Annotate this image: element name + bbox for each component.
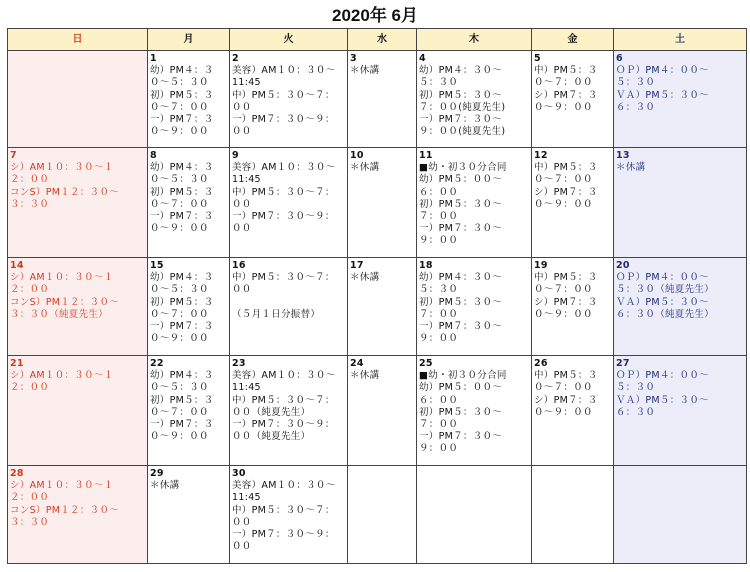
day-cell [614, 148, 747, 258]
day-number: 9 [232, 150, 239, 161]
day-schedule-text: 中）PM５：３ ０～７：００ シ）PM７：３ ０～９：００ [534, 162, 598, 210]
day-cell [230, 356, 348, 466]
weekday-header-thursday: 木 [417, 29, 532, 51]
day-number: 14 [10, 260, 24, 271]
day-number: 3 [350, 53, 357, 64]
day-schedule-text: ＊休講 [616, 162, 646, 174]
day-cell [348, 466, 417, 564]
day-cell [8, 51, 148, 148]
day-schedule-text: ＯＰ）PM４：００～ ５：３０ ＶＡ）PM５：３０～ ６：３０ [616, 65, 709, 113]
day-number: 25 [419, 358, 433, 369]
weekday-header-tuesday: 火 [230, 29, 348, 51]
day-cell [532, 51, 614, 148]
day-number: 30 [232, 468, 246, 479]
day-schedule-text: シ）AM１０：３０～１ ２：００ コンS）PM１２：３０～ ３：３０（純夏先生） [10, 272, 120, 320]
day-cell [148, 51, 230, 148]
day-number: 15 [150, 260, 164, 271]
day-cell [417, 51, 532, 148]
day-cell [148, 258, 230, 356]
day-number: 24 [350, 358, 364, 369]
day-number: 19 [534, 260, 548, 271]
day-schedule-text: 幼）PM４：３ ０～５：３０ 初）PM５：３ ０～７：００ 一）PM７：３ ０～９：００ [150, 65, 214, 138]
day-cell [348, 51, 417, 148]
day-schedule-text: ＯＰ）PM４：００～ ５：３０（純夏先生） ＶＡ）PM５：３０～ ６：３０（純夏先生） [616, 272, 715, 320]
day-number: 22 [150, 358, 164, 369]
day-number: 18 [419, 260, 433, 271]
day-cell [614, 466, 747, 564]
day-number: 16 [232, 260, 246, 271]
day-schedule-text: ＊休講 [350, 272, 380, 284]
day-schedule-text: ＊休講 [350, 370, 380, 382]
day-schedule-text: 幼）PM４：３ ０～５：３０ 初）PM５：３ ０～７：００ 一）PM７：３ ０～９：００ [150, 272, 214, 345]
day-schedule-text: 美容）AM１０：３０～ 11:45 中）PM５：３０～７： ００ 一）PM７：３０～９： ００ [232, 480, 336, 553]
weekday-header-friday: 金 [532, 29, 614, 51]
day-cell [417, 356, 532, 466]
day-number: 13 [616, 150, 630, 161]
calendar-title: 2020年 6月 [332, 6, 418, 25]
day-cell [614, 258, 747, 356]
day-cell [417, 258, 532, 356]
day-number: 23 [232, 358, 246, 369]
weekday-header-sunday: 日 [8, 29, 148, 51]
day-number: 1 [150, 53, 157, 64]
day-number: 28 [10, 468, 24, 479]
day-number: 10 [350, 150, 364, 161]
day-cell [230, 258, 348, 356]
weekday-header-saturday: 土 [614, 29, 747, 51]
day-cell [532, 148, 614, 258]
day-cell [8, 258, 148, 356]
day-cell [230, 466, 348, 564]
day-schedule-text: 美容）AM１０：３０～ 11:45 中）PM５：３０～７： ００ 一）PM７：３０～９： ００ [232, 162, 336, 235]
day-cell [148, 466, 230, 564]
day-schedule-text: シ）AM１０：３０～１ ２：００ コンS）PM１２：３０～ ３：３０ [10, 480, 120, 528]
day-schedule-text: ■幼・初３０分合同 幼）PM５：００～ ６：００ 初）PM５：３０～ ７：００ 一）PM７：３０～ ９：００ [419, 162, 507, 247]
day-schedule-text: 中）PM５：３ ０～７：００ シ）PM７：３ ０～９：００ [534, 272, 598, 320]
day-schedule-text: 美容）AM１０：３０～ 11:45 中）PM５：３０～７： ００（純夏先生） 一）PM７：３０～９： ００（純夏先生） [232, 370, 336, 443]
day-number: 11 [419, 150, 433, 161]
day-cell [8, 356, 148, 466]
day-cell [230, 148, 348, 258]
day-number: 29 [150, 468, 164, 479]
day-cell [348, 258, 417, 356]
day-cell [8, 148, 148, 258]
day-cell [348, 148, 417, 258]
weekday-header-monday: 月 [148, 29, 230, 51]
day-schedule-text: ＊休講 [150, 480, 180, 492]
day-schedule-text: ＯＰ）PM４：００～ ５：３０ ＶＡ）PM５：３０～ ６：３０ [616, 370, 709, 418]
calendar-grid [7, 28, 747, 564]
day-number: 5 [534, 53, 541, 64]
day-number: 2 [232, 53, 239, 64]
day-schedule-text: 幼）PM４：３ ０～５：３０ 初）PM５：３ ０～７：００ 一）PM７：３ ０～９：００ [150, 162, 214, 235]
weekday-header-wednesday: 水 [348, 29, 417, 51]
day-number: 4 [419, 53, 426, 64]
day-schedule-text: ■幼・初３０分合同 幼）PM５：００～ ６：００ 初）PM５：３０～ ７：００ 一）PM７：３０～ ９：００ [419, 370, 507, 455]
day-number: 27 [616, 358, 630, 369]
day-number: 20 [616, 260, 630, 271]
day-cell [614, 356, 747, 466]
day-number: 26 [534, 358, 548, 369]
day-cell [532, 356, 614, 466]
day-number: 7 [10, 150, 17, 161]
day-number: 8 [150, 150, 157, 161]
day-cell [532, 258, 614, 356]
day-schedule-text: 中）PM５：３ ０～７：００ シ）PM７：３ ０～９：００ [534, 65, 598, 113]
day-cell [614, 51, 747, 148]
day-number: 6 [616, 53, 623, 64]
day-cell [532, 466, 614, 564]
day-schedule-text: 中）PM５：３ ０～７：００ シ）PM７：３ ０～９：００ [534, 370, 598, 418]
day-number: 12 [534, 150, 548, 161]
day-number: 21 [10, 358, 24, 369]
day-schedule-text: 幼）PM４：３０～ ５：３０ 初）PM５：３０～ ７：００(純夏先生) 一）PM７：３０～ ９：００(純夏先生) [419, 65, 506, 138]
day-schedule-text: シ）AM１０：３０～１ ２：００ [10, 370, 114, 394]
day-cell [8, 466, 148, 564]
day-cell [148, 356, 230, 466]
day-cell [417, 466, 532, 564]
day-schedule-text: ＊休講 [350, 65, 380, 77]
day-cell [230, 51, 348, 148]
day-schedule-text: シ）AM１０：３０～１ ２：００ コンS）PM１２：３０～ ３：３０ [10, 162, 120, 210]
day-schedule-text: 美容）AM１０：３０～ 11:45 中）PM５：３０～７： ００ 一）PM７：３０～９： ００ [232, 65, 336, 138]
day-schedule-text: ＊休講 [350, 162, 380, 174]
day-schedule-text: 中）PM５：３０～７： ００ （５月１日分振替） [232, 272, 335, 320]
day-schedule-text: 幼）PM４：３０～ ５：３０ 初）PM５：３０～ ７：００ 一）PM７：３０～ ９：００ [419, 272, 503, 345]
day-cell [148, 148, 230, 258]
day-schedule-text: 幼）PM４：３ ０～５：３０ 初）PM５：３ ０～７：００ 一）PM７：３ ０～９：００ [150, 370, 214, 443]
day-cell [348, 356, 417, 466]
day-cell [417, 148, 532, 258]
day-number: 17 [350, 260, 364, 271]
